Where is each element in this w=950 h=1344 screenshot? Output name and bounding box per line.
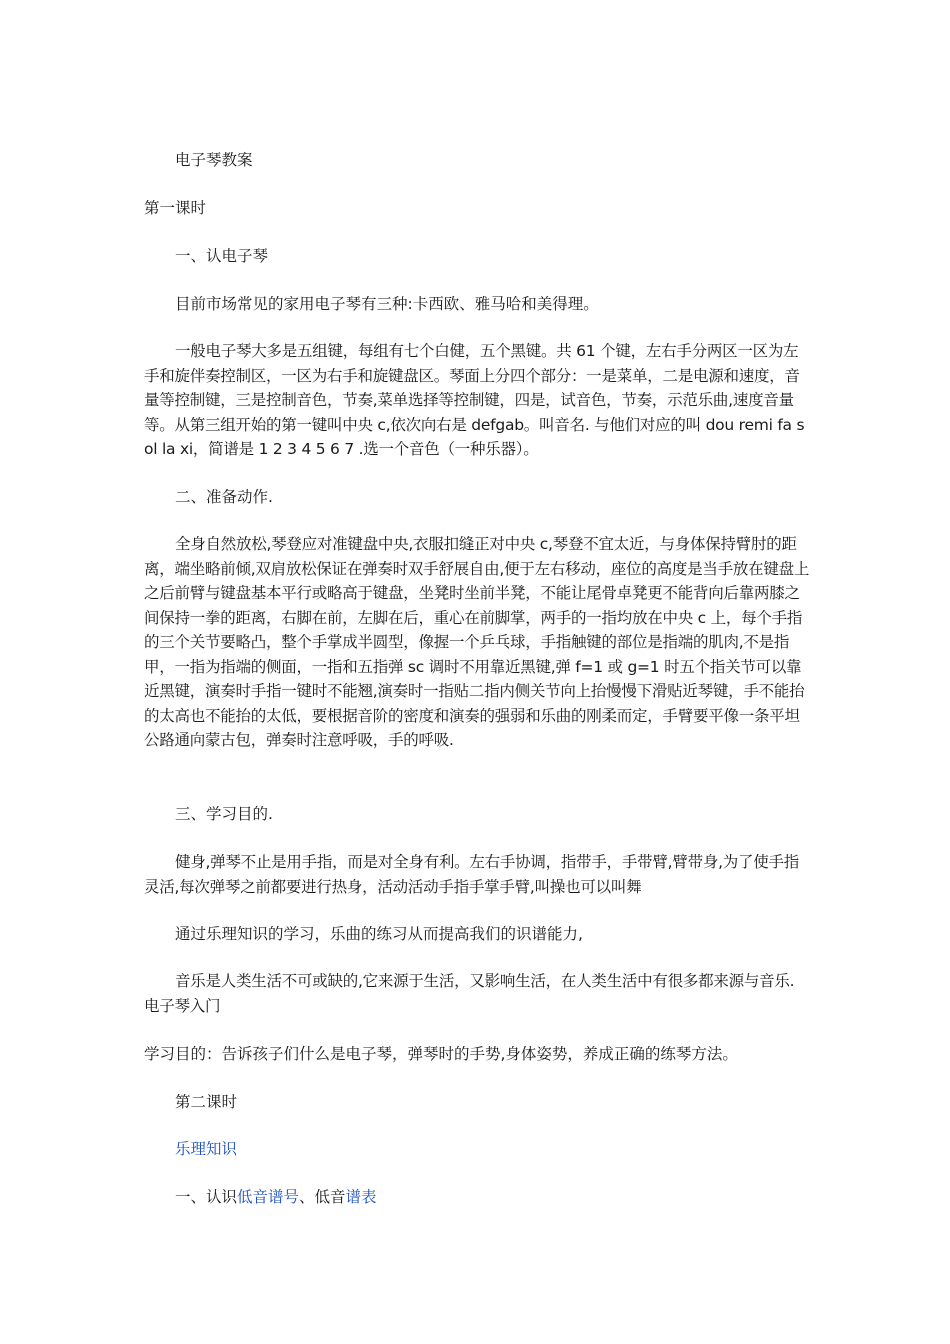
staff-link[interactable]: 谱表 [345, 1188, 377, 1206]
document-title: 电子琴教案 [175, 151, 253, 169]
music-theory-paragraph [144, 1137, 812, 1162]
section-heading-2: 二、准备动作. [175, 488, 273, 506]
paragraph-fitness: 健身,弹琴不止是用手指，而是对全身有利。左右手协调，指带手，手带臂,臂带身,为了使手指灵活,每次弹琴之前都要进行热身，活动活动手指手掌手臂,叫操也可以叫舞 [144, 853, 800, 896]
learning-objective: 学习目的：告诉孩子们什么是电子琴，弹琴时的手势,身体姿势，养成正确的练琴方法。 [144, 1045, 738, 1063]
paragraph-brands: 目前市场常见的家用电子琴有三种:卡西欧、雅马哈和美得理。 [175, 295, 599, 313]
paragraph-sight-reading: 通过乐理知识的学习，乐曲的练习从而提高我们的识谱能力, [175, 925, 583, 943]
paragraph-posture: 全身自然放松,琴登应对准键盘中央,衣服扣缝正对中央 c,琴登不宜太近，与身体保持臂肘的距离，端坐略前倾,双肩放松保证在弹奏时双手舒展自由,便于左右移动，座位的高度是当手放在键盘上之后前臂与键盘基本平行或略高于键盘，坐凳时坐前半凳，不能让尾骨卓凳更不能背向后靠两膝之间保持一拳的距离，右脚在前，左脚在后，重心在前脚掌，两手的一指均放在中央 c 上，每个手指的三个关节要略凸，整个手掌成半圆型，像握一个乒乓球，手指触键的部位是指端的肌肉,不是指甲，一指为指端的侧面，一指和五指弹 sc 调时不用靠近黑键,弹 f=1 或 g=1 时五个指关节可以靠近黑键，演奏时手指一键时不能翘,演奏时一指贴二指内侧关节向上抬慢慢下滑贴近琴键，手不能抬的太高也不能抬的太低，要根据音阶的密度和演奏的强弱和乐曲的刚柔而定，手臂要平像一条平坦公路通向蒙古包，弹奏时注意呼吸，手的呼吸. [144, 535, 810, 749]
section-heading-3: 三、学习目的. [175, 805, 273, 823]
section-heading-1: 一、认电子琴 [175, 247, 269, 265]
section-4-prefix: 一、认识 [175, 1188, 238, 1206]
lesson-heading-2: 第二课时 [175, 1093, 238, 1111]
bass-clef-link[interactable]: 低音谱号 [237, 1188, 300, 1206]
paragraph-music-life: 音乐是人类生活不可或缺的,它来源于生活，又影响生活，在人类生活中有很多都来源与音乐. 电子琴入门 [144, 972, 795, 1015]
section-4-mid: 、低音 [299, 1188, 346, 1206]
section-heading-4 [144, 1185, 812, 1210]
paragraph-keyboard-layout: 一般电子琴大多是五组键，每组有七个白健，五个黑键。共 61 个键，左右手分两区一区为左手和旋伴奏控制区，一区为右手和旋键盘区。琴面上分四个部分：一是菜单，二是电源和速度，音量等控制键，三是控制音色，节奏,菜单选择等控制键，四是，试音色，节奏，示范乐曲,速度音量等。从第三组开始的第一键叫中央 c,依次向右是 defgab。叫音名. 与他们对应的叫 dou remi fa sol la xi，简谱是 1 2 3 4 5 6 7 .选一个音色（一种乐器）。 [144, 342, 805, 458]
lesson-heading-1: 第一课时 [144, 199, 207, 217]
music-theory-link[interactable]: 乐理知识 [175, 1140, 238, 1158]
